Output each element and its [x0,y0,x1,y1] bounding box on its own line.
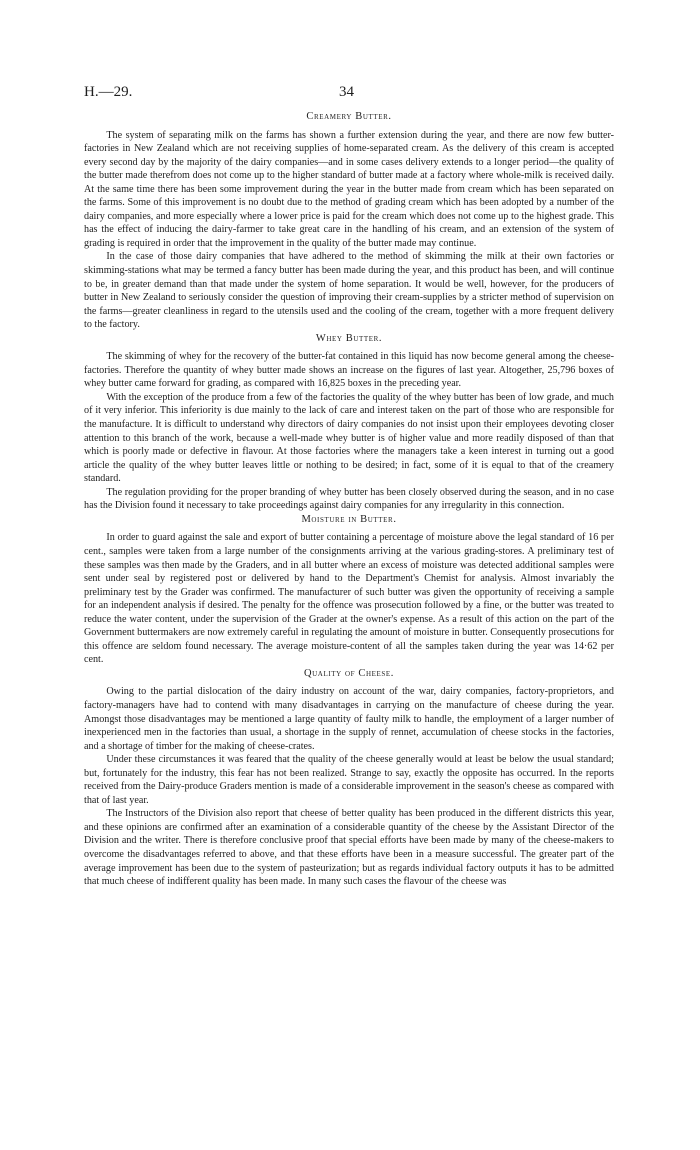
paragraph: With the exception of the produce from a few of the factories the quality of the whey butter has been of low grade, and much of it very inferior. This inferiority is due mainly to the lack of care and interest taken on the part of those who are responsible for the manufacture. It is difficult to understand why directors of dairy companies do not insist upon their employees devoting closer attention to this branch of the work, because a well-made whey butter is of higher value and more readily disposed of than that which is poorly made or defective in flavour. At those factories where the managers take a keen interest in turning out a good article the quality of the whey butter leaves little or nothing to be desired; in fact, some of it is equal to that of the creamery standard. [84,391,614,485]
paragraph: In the case of those dairy companies that have adhered to the method of skimming the milk at their own factories or skimming-stations what may be termed a fancy butter has been made during the year, and this product has been, and will continue to be, in greater demand than that made under the system of home separation. It would be well, however, for the producers of butter in New Zealand to seriously consider the question of improving their cream-supplies by a stricter method of supervision on the farms—greater cleanliness in regard to the utensils used and the cooling of the cream, together with a more frequent delivery to the factory. [84,251,614,331]
document-reference: H.—29. [84,84,133,100]
paragraph: Owing to the partial dislocation of the dairy industry on account of the war, dairy companies, factory-proprietors, and factory-managers have had to contend with many disadvantages in carrying on the manufacture of cheese during the year. Amongst those disadvantages may be mentioned a large quantity of faulty milk to handle, the employment of a larger number of inexperienced men in the factories than usual, a shortage in the supply of rennet, accumulation of cheese stocks in the factories, and a shortage of timber for the making of cheese-crates. [84,686,614,752]
section-heading: Whey Butter. [315,332,383,344]
paragraph: In order to guard against the sale and export of butter containing a percentage of moisture above the legal standard of 16 per cent., samples were taken from a large number of the consignments arriving at the various grading-stores. A preliminary test of these samples was then made by the Graders, and in all butter where an excess of moisture was detected additional samples were sent under seal by registered post or delivered by hand to the Department's Chemist for analysis. Almost invariably the preliminary test by the Grader was confirmed. The manufacturer of such butter was given the opportunity of receiving a sample for an independent analysis if desired. The penalty for the offence was prosecution followed by a fine, or the butter was treated to reduce the water content, under the supervision of the Grader at the owner's expense. As a result of this action on the part of the Government buttermakers are now extremely careful in regulating the amount of moisture in butter. Consequently prosecutions for this offence are seldom found necessary. The average moisture-content of all the samples taken during the year was 14·62 per cent. [84,532,615,666]
page-header [84,84,614,104]
page-body [84,110,614,889]
paragraph: The regulation providing for the proper branding of whey butter has been closely observed during the season, and in no case has the Division found it necessary to take proceedings against dairy companies for any irregularity in this connection. [84,486,614,512]
paragraph: Under these circumstances it was feared that the quality of the cheese generally would at least be below the usual standard; but, fortunately for the industry, this fear has not been realized. Strange to say, exactly the opposite has occurred. In the reports received from the Dairy-produce Graders mention is made of a considerable improvement in the season's cheese as compared with that of last year. [84,754,614,806]
section-heading: Quality of Cheese. [303,667,395,679]
paragraph: The system of separating milk on the farms has shown a further extension during the year, and there are now few butter-factories in New Zealand which are not receiving supplies of home-separated cream. As the delivery of this cream is accepted every second day by the majority of the dairy companies—and in some cases delivery extends to a longer period—the quality of the butter made therefrom does not come up to the higher standard of butter made at a factory where whole-milk is received daily. At the same time there has been some improvement during the year in the butter made from cream which has been separated on the farms. Some of this improvement is no doubt due to the method of grading cream which has been adopted by a number of the dairy companies, and more especially where a lower price is paid for the cream which does not come up to the highest grade. This has the effect of inducing the dairy-farmer to take great care in the handling of his cream, and an extension of the system of grading is required in order that the improvement in the quality of the butter made may continue. [84,129,614,249]
section-moisture-in-butter [84,513,614,667]
paragraph: The skimming of whey for the recovery of the butter-fat contained in this liquid has now become general among the cheese-factories. Therefore the quantity of whey butter made shows an increase on the figures of last year. Altogether, 25,796 boxes of whey butter came forward for grading, as compared with 16,825 boxes in the preceding year. [84,351,614,390]
section-quality-of-cheese [84,667,614,889]
page-number: 34 [339,84,354,100]
section-whey-butter [84,332,614,513]
section-heading: Moisture in Butter. [301,513,397,525]
section-creamery-butter [84,110,614,332]
section-heading: Creamery Butter. [306,111,392,122]
paragraph: The Instructors of the Division also report that cheese of better quality has been produced in the different districts this year, and these opinions are confirmed after an examination of a considerable quantity of the cheese by the Assistant Director of the Division and the writer. There is therefore conclusive proof that special efforts have been made by many of the cheese-makers to overcome the disadvantages referred to above, and that these efforts have been in a measure successful. The greater part of the average improvement has been due to the system of pasteurization; but as regards individual factory outputs it has to be admitted that much cheese of indifferent quality has been made. In many such cases the flavour of the cheese was [84,808,614,888]
